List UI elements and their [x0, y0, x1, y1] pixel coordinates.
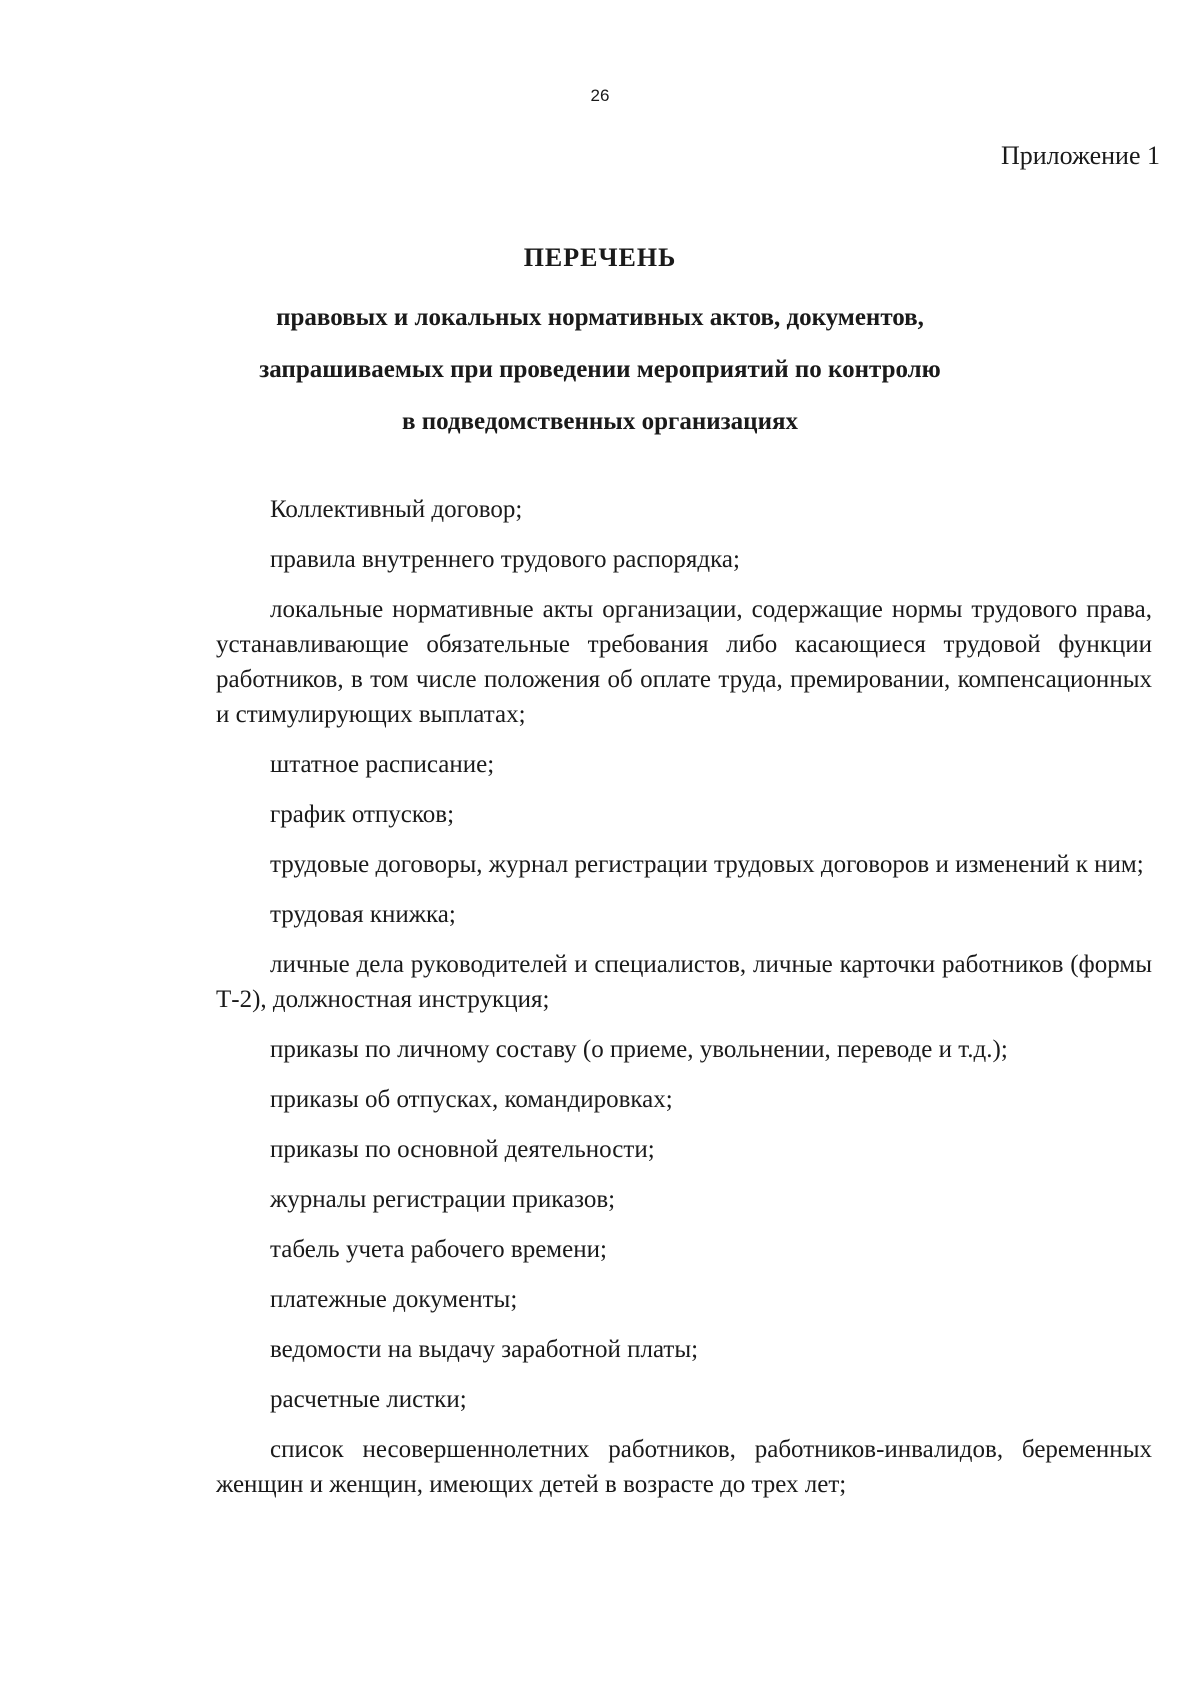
list-item: список несовершеннолетних работников, работников-инвалидов, беременных женщин и женщин, имеющих детей в возрасте до трех лет; — [216, 1436, 1152, 1498]
list-item: локальные нормативные акты организации, содержащие нормы трудового права, устанавливающие обязательные требования либо касающиеся трудовой функции работников, в том числе положения об оплате труда, премировании, компенсационных и стимулирующих выплатах; — [216, 596, 1152, 728]
document-title: ПЕРЕЧЕНЬ — [523, 243, 677, 272]
document-subtitle-line-2: запрашиваемых при проведении мероприятий по контролю — [259, 356, 941, 383]
list-item: личные дела руководителей и специалистов, личные карточки работников (формы Т-2), должностная инструкция; — [216, 951, 1152, 1013]
appendix-label: Приложение 1 — [1000, 141, 1160, 170]
list-item: платежные документы; — [270, 1286, 518, 1313]
list-item: журналы регистрации приказов; — [270, 1186, 616, 1213]
list-item: приказы по личному составу (о приеме, увольнении, переводе и т.д.); — [270, 1036, 1008, 1063]
list-item: приказы по основной деятельности; — [270, 1136, 655, 1163]
document-title-block — [0, 240, 1200, 448]
list-item: штатное расписание; — [270, 751, 495, 778]
list-item: трудовые договоры, журнал регистрации трудовых договоров и изменений к ним; — [270, 851, 1144, 878]
list-item: приказы об отпусках, командировках; — [270, 1086, 673, 1113]
document-subtitle-line-3: в подведомственных организациях — [401, 408, 799, 435]
list-item: Коллективный договор; — [270, 496, 523, 523]
list-item: ведомости на выдачу заработной платы; — [270, 1336, 699, 1363]
list-item: трудовая книжка; — [270, 901, 456, 928]
list-item: график отпусков; — [270, 801, 455, 828]
list-item: расчетные листки; — [270, 1386, 467, 1413]
page-number: 26 — [590, 86, 610, 105]
document-list — [216, 492, 1152, 1517]
document-subtitle-line-1: правовых и локальных нормативных актов, документов, — [276, 304, 924, 331]
list-item: правила внутреннего трудового распорядка; — [270, 546, 740, 573]
list-item: табель учета рабочего времени; — [270, 1236, 607, 1263]
